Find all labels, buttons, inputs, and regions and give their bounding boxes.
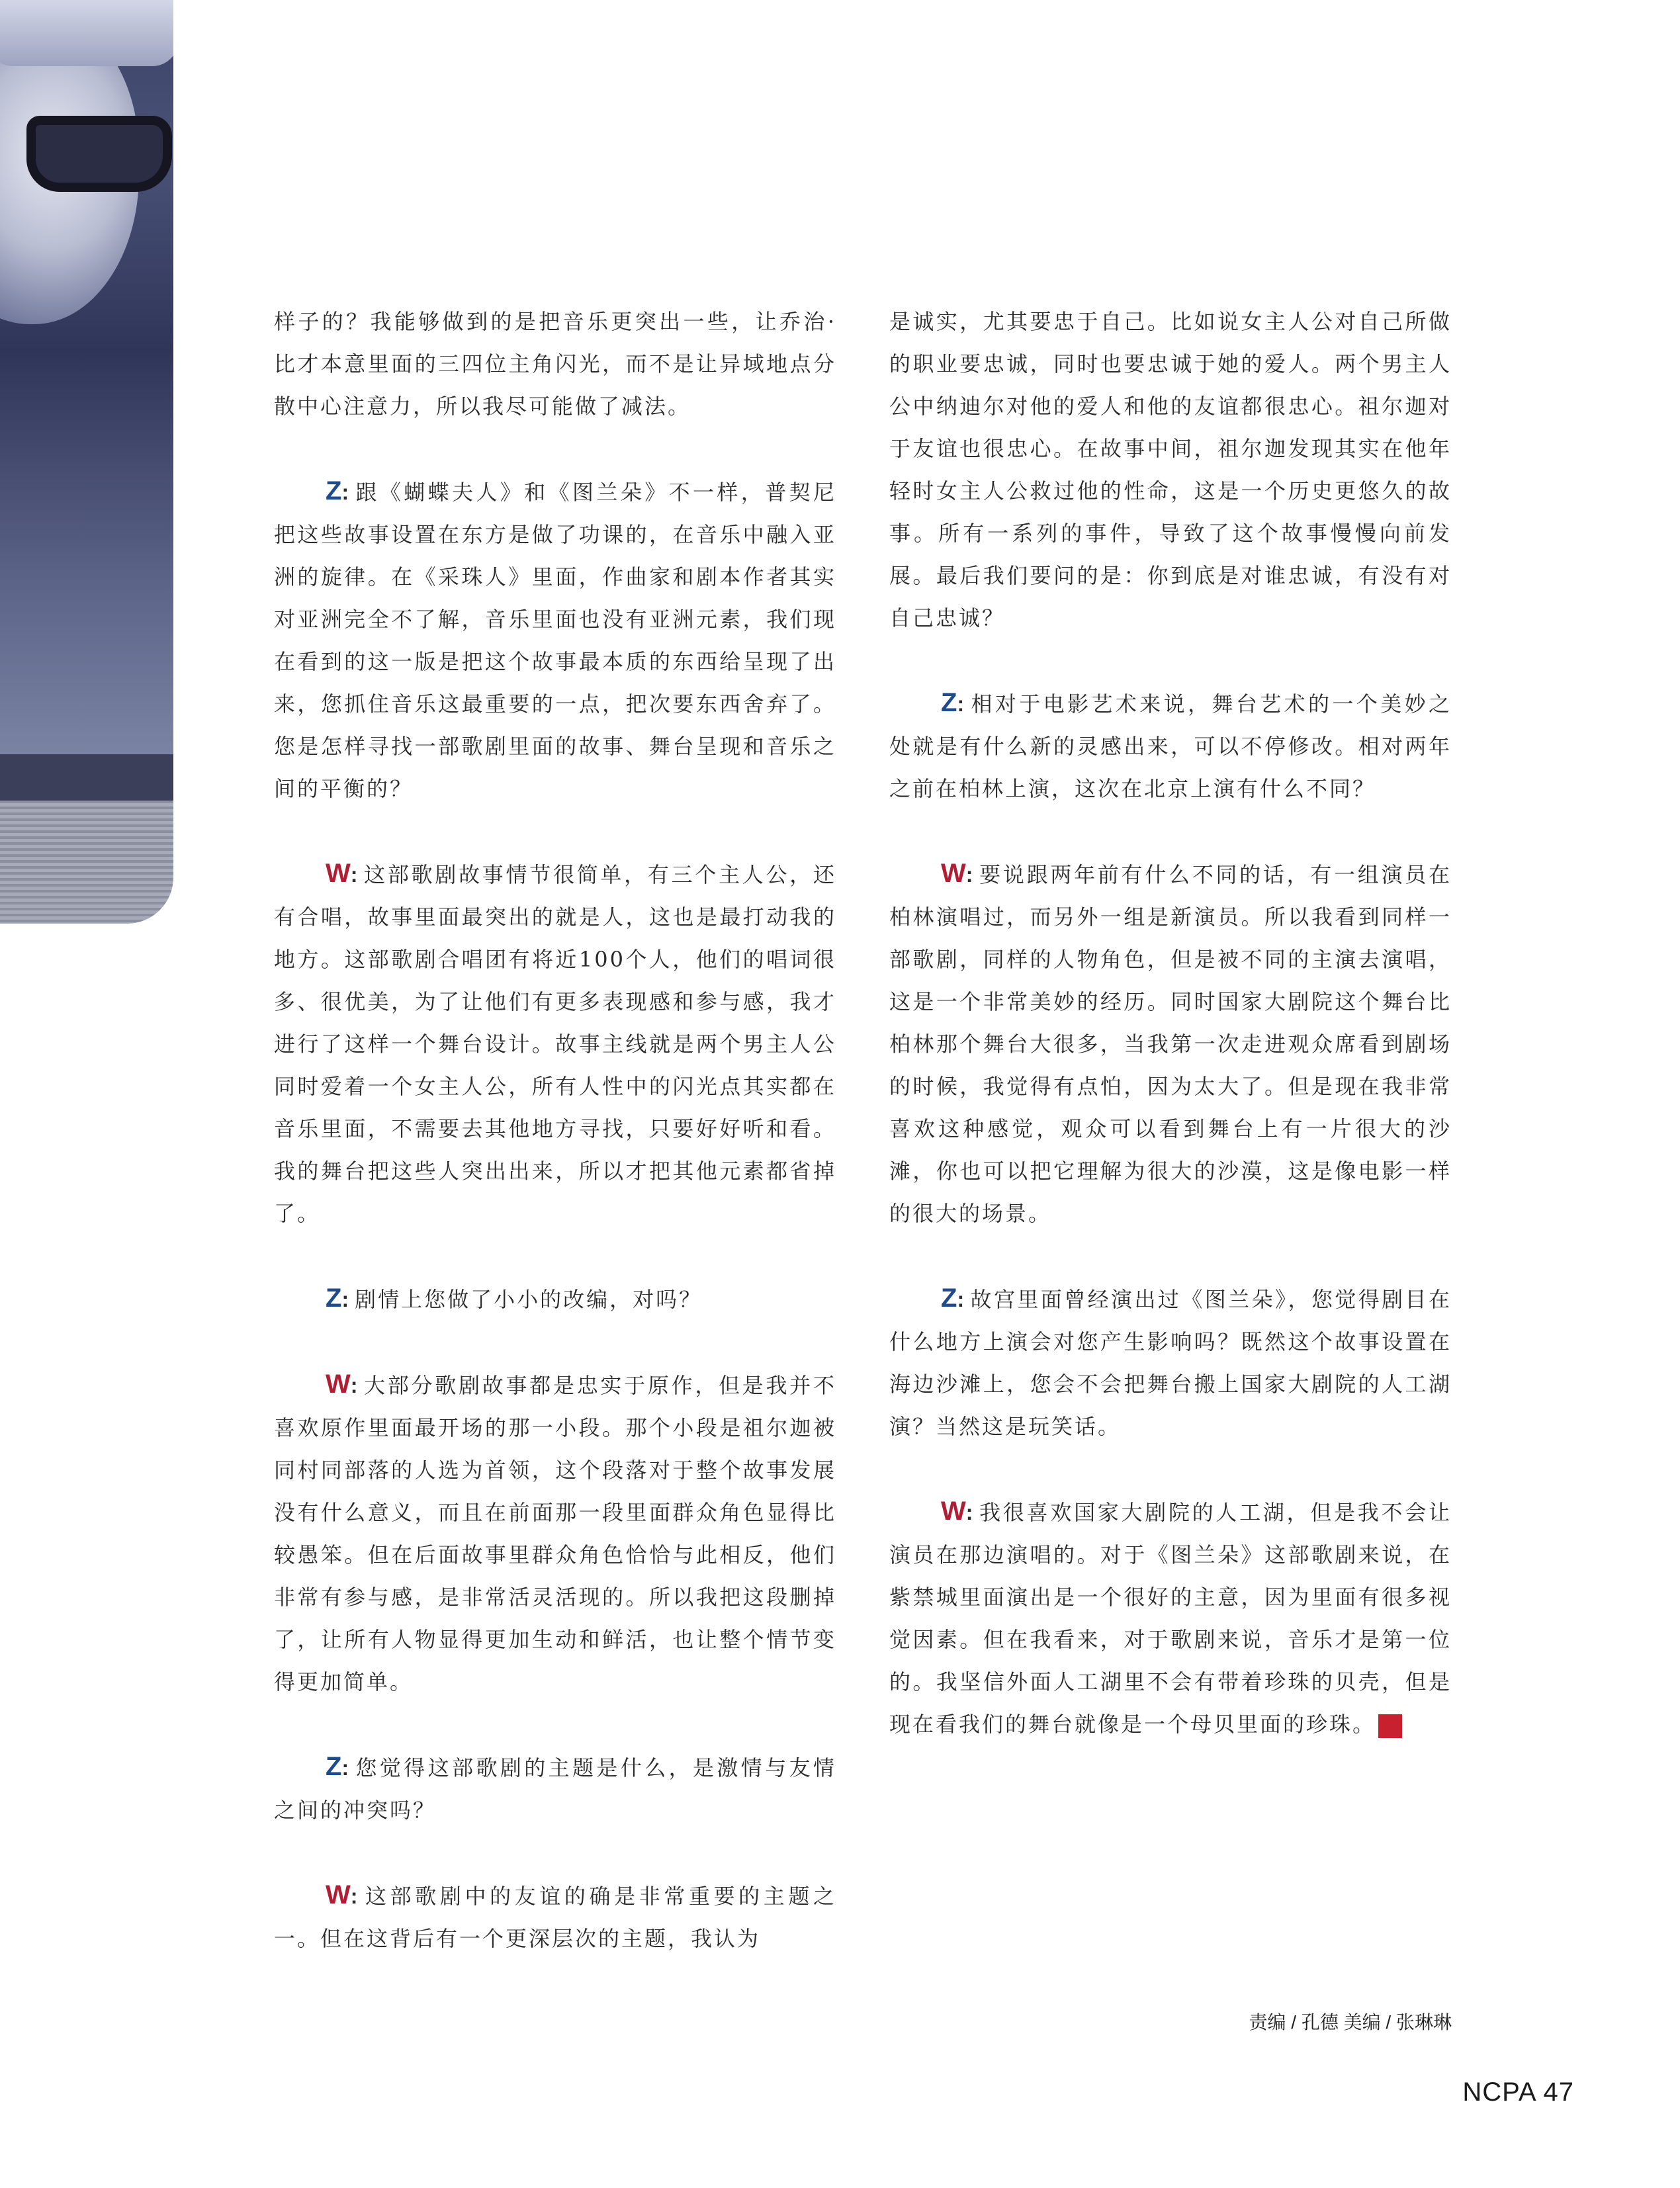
speaker-tag-z: Z [326,476,342,505]
answer-paragraph: W: 要说跟两年前有什么不同的话，有一组演员在柏林演唱过，而另外一组是新演员。所以我看到同样一部歌剧，同样的人物角色，但是被不同的主演去演唱，这是一个非常美妙的经历。同时国家大剧院这个舞台比柏林那个舞台大很多，当我第一次走进观众席看到剧场的时候，我觉得有点怕，因为太大了。但是现在我非常喜欢这种感觉，观众可以看到舞台上有一片很大的沙滩，你也可以把它理解为很大的沙漠，这是像电影一样的很大的场景。 [889,859,1452,1226]
paragraph-continuation: 是诚实，尤其要忠于自己。比如说女主人公对自己所做的职业要忠诚，同时也要忠诚于她的爱人。两个男主人公中纳迪尔对他的爱人和他的友谊都很忠心。祖尔迦对于友谊也很忠心。在故事中间，祖尔迦发现其实在他年轻时女主人公救过他的性命，这是一个历史更悠久的故事。所有一系列的事件，导致了这个故事慢慢向前发展。最后我们要问的是：你到底是对谁忠诚，有没有对自己忠诚？ [889,309,1452,631]
answer-paragraph: W: 大部分歌剧故事都是忠实于原作，但是我并不喜欢原作里面最开场的那一小段。那个小段是祖尔迦被同村同部落的人选为首领，这个段落对于整个故事发展没有什么意义，而且在前面那一段里面群众角色显得比较愚笨。但在后面故事里群众角色恰恰与此相反，他们非常有参与感，是非常活灵活现的。所以我把这段删掉了，让所有人物显得更加生动和鲜活，也让整个情节变得更加简单。 [274,1370,836,1694]
speaker-tag-z: Z [326,1284,342,1313]
speaker-tag-w: W [326,1370,351,1399]
speaker-tag-w: W [941,859,966,888]
speaker-tag-w: W [326,1880,351,1909]
speaker-tag-w: W [941,1497,966,1526]
answer-paragraph: W: 这部歌剧故事情节很简单，有三个主人公，还有合唱，故事里面最突出的就是人，这也是最打动我的地方。这部歌剧合唱团有将近100个人，他们的唱词很多、很优美，为了让他们有更多表现感和参与感，我才进行了这样一个舞台设计。故事主线就是两个男主人公同时爱着一个女主人公，所有人性中的闪光点其实都在音乐里面，不需要去其他地方寻找，只要好好听和看。我的舞台把这些人突出出来，所以才把其他元素都省掉了。 [274,859,836,1226]
speaker-tag-z: Z [941,1284,957,1313]
portrait-photo [0,0,173,924]
question-paragraph: Z: 相对于电影艺术来说，舞台艺术的一个美妙之处就是有什么新的灵感出来，可以不停修改。相对两年之前在柏林上演，这次在北京上演有什么不同？ [889,688,1452,801]
photo-band [0,754,173,801]
question-paragraph: Z: 故宫里面曾经演出过《图兰朵》，您觉得剧目在什么地方上演会对您产生影响吗？既然这个故事设置在海边沙滩上，您会不会把舞台搬上国家大剧院的人工湖演？当然这是玩笑话。 [889,1284,1452,1439]
editor-credits: 责编 / 孔德 美编 / 张琳琳 [1249,2012,1452,2033]
page-folio [1462,2078,1574,2107]
speaker-tag-z: Z [326,1752,342,1781]
paragraph-continuation: 样子的？我能够做到的是把音乐更突出一些，让乔治·比才本意里面的三四位主角闪光，而不是让异域地点分散中心注意力，所以我尽可能做了减法。 [274,309,836,419]
page-number: 47 [1543,2078,1574,2107]
hat-shape [0,0,173,66]
question-paragraph: Z: 您觉得这部歌剧的主题是什么，是激情与友情之间的冲突吗？ [274,1752,836,1823]
answer-paragraph: W: 这部歌剧中的友谊的确是非常重要的主题之一。但在这背后有一个更深层次的主题，我认为 [274,1880,836,1951]
question-paragraph: Z: 跟《蝴蝶夫人》和《图兰朵》不一样，普契尼把这些故事设置在东方是做了功课的，在音乐中融入亚洲的旋律。在《采珠人》里面，作曲家和剧本作者其实对亚洲完全不了解，音乐里面也没有亚洲元素，我们现在看到的这一版是把这个故事最本质的东西给呈现了出来，您抓住音乐这最重要的一点，把次要东西舍弃了。您是怎样寻找一部歌剧里面的故事、舞台呈现和音乐之间的平衡的？ [274,476,836,801]
photo-table [0,801,173,924]
ncpa-end-mark: NCPA [1378,1714,1402,1738]
magazine-name: NCPA [1462,2078,1536,2107]
question-paragraph: Z: 剧情上您做了小小的改编，对吗？ [326,1284,703,1313]
speaker-tag-w: W [326,859,351,888]
answer-paragraph: W: 我很喜欢国家大剧院的人工湖，但是我不会让演员在那边演唱的。对于《图兰朵》这部歌剧来说，在紫禁城里面演出是一个很好的主意，因为里面有很多视觉因素。但在我看来，对于歌剧来说，音乐才是第一位的。我坚信外面人工湖里不会有带着珍珠的贝壳，但是现在看我们的舞台就像是一个母贝里面的珍珠。 NCPA [889,1497,1452,1737]
speaker-tag-z: Z [941,688,957,717]
glasses-shape [26,116,172,192]
left-column [274,300,836,2002]
right-column [889,300,1452,1788]
